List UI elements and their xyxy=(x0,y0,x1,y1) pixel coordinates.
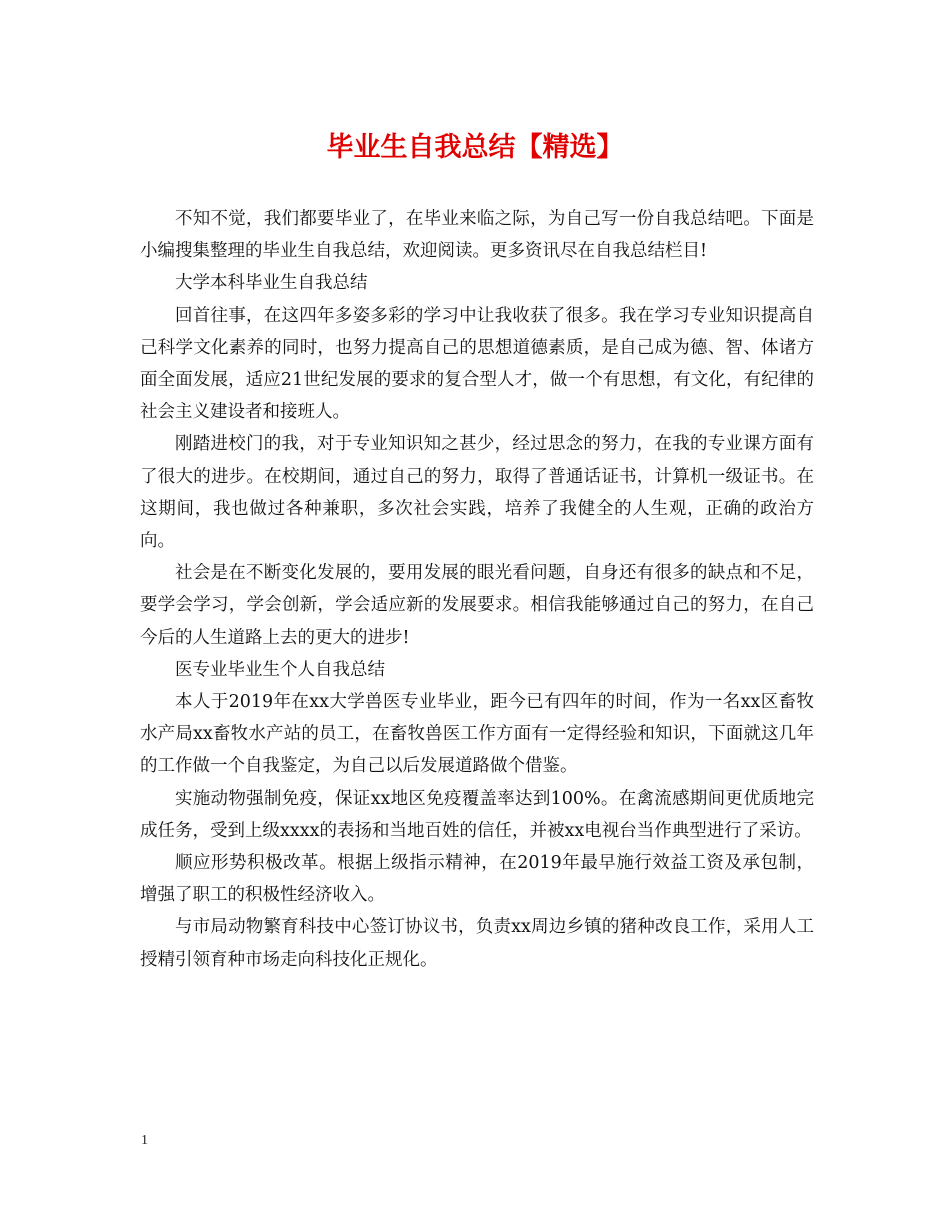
body-paragraph: 社会是在不断变化发展的，要用发展的眼光看问题，自身还有很多的缺点和不足，要学会学习，学会创新，学会适应新的发展要求。相信我能够通过自己的努力，在自己今后的人生道路上去的更大的进步! xyxy=(140,563,814,648)
document-body xyxy=(140,203,814,976)
body-paragraph: 实施动物强制免疫，保证xx地区免疫覆盖率达到100%。在禽流感期间更优质地完成任务，受到上级xxxx的表扬和当地百姓的信任，并被xx电视台当作典型进行了采访。 xyxy=(140,788,814,841)
section-heading-undergraduate: 大学本科毕业生自我总结 xyxy=(175,273,368,294)
body-paragraph: 顺应形势积极改革。根据上级指示精神，在2019年最早施行效益工资及承包制，增强了职工的积极性经济收入。 xyxy=(140,853,814,906)
body-paragraph: 回首往事，在这四年多姿多彩的学习中让我收获了很多。我在学习专业知识提高自己科学文化素养的同时，也努力提高自己的思想道德素质，是自己成为德、智、体诸方面全面发展，适应21世纪发展的要求的复合型人才，做一个有思想，有文化，有纪律的社会主义建设者和接班人。 xyxy=(140,305,814,423)
document-title: 毕业生自我总结【精选】 xyxy=(326,132,624,163)
body-paragraph: 刚踏进校门的我，对于专业知识知之甚少，经过思念的努力，在我的专业课方面有了很大的进步。在校期间，通过自己的努力，取得了普通话证书，计算机一级证书。在这期间，我也做过各种兼职，多次社会实践，培养了我健全的人生观，正确的政治方向。 xyxy=(140,434,814,552)
intro-paragraph: 不知不觉，我们都要毕业了，在毕业来临之际，为自己写一份自我总结吧。下面是小编搜集整理的毕业生自我总结，欢迎阅读。更多资讯尽在自我总结栏目! xyxy=(140,209,814,262)
body-paragraph: 本人于2019年在xx大学兽医专业毕业，距今已有四年的时间，作为一名xx区畜牧水产局xx畜牧水产站的员工，在畜牧兽医工作方面有一定得经验和知识，下面就这几年的工作做一个自我鉴定，为自己以后发展道路做个借鉴。 xyxy=(140,692,814,777)
body-paragraph: 与市局动物繁育科技中心签订协议书，负责xx周边乡镇的猪种改良工作，采用人工授精引领育种市场走向科技化正规化。 xyxy=(140,917,814,970)
page-number: 1 xyxy=(141,1133,148,1148)
section-heading-veterinary: 医专业毕业生个人自我总结 xyxy=(175,659,385,680)
